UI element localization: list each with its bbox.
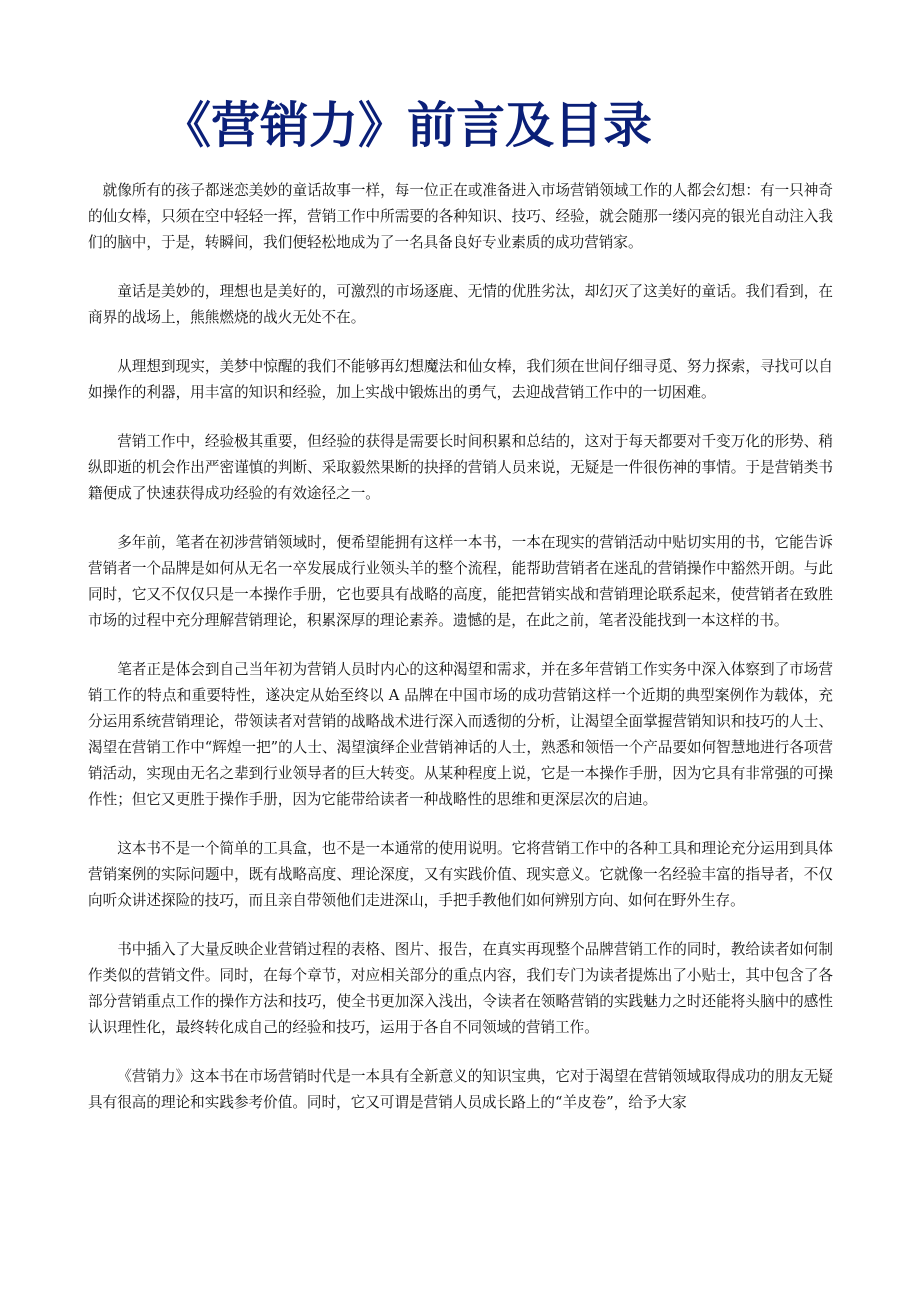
paragraph-6: 笔者正是体会到自己当年初为营销人员时内心的这种渴望和需求，并在多年营销工作实务中深入体察到了市场营销工作的特点和重要特性，遂决定从始至终以 A 品牌在中国市场的成功营销这样一个近期的典型案例作为载体，充分运用系统营销理论，带领读者对营销的战略战术进行深入而透彻的分析，让渴望全面掌握营销知识和技巧的人士、渴望在营销工作中“辉煌一把”的人士、渴望演绎企业营销神话的人士，熟悉和领悟一个产品要如何智慧地进行各项营销活动，实现由无名之辈到行业领导者的巨大转变。从某种程度上说，它是一本操作手册，因为它具有非常强的可操作性；但它又更胜于操作手册，因为它能带给读者一种战略性的思维和更深层次的启迪。: [88, 661, 833, 808]
paragraph-9: 《营销力》这本书在市场营销时代是一本具有全新意义的知识宝典，它对于渴望在营销领域取得成功的朋友无疑具有很高的理论和实践参考价值。同时，它又可谓是营销人员成长路上的“羊皮卷”，给予大家: [88, 1068, 833, 1111]
paragraph-3: 从理想到现实，美梦中惊醒的我们不能够再幻想魔法和仙女棒，我们须在世间仔细寻觅、努力探索，寻找可以自如操作的利器，用丰富的知识和经验，加上实战中锻炼出的勇气，去迎战营销工作中的一切困难。: [88, 358, 833, 401]
paragraph-2: 童话是美妙的，理想也是美好的，可激烈的市场逐鹿、无情的优胜劣汰，却幻灭了这美好的童话。我们看到，在商界的战场上，熊熊燃烧的战火无处不在。: [88, 283, 833, 326]
document-title: 《营销力》前言及目录: [162, 97, 653, 154]
paragraph-4: 营销工作中，经验极其重要，但经验的获得是需要长时间积累和总结的，这对于每天都要对千变万化的形势、稍纵即逝的机会作出严密谨慎的判断、采取毅然果断的抉择的营销人员来说，无疑是一件很伤神的事情。于是营销类书籍便成了快速获得成功经验的有效途径之一。: [88, 433, 833, 502]
paragraph-7: 这本书不是一个简单的工具盒，也不是一本通常的使用说明。它将营销工作中的各种工具和理论充分运用到具体营销案例的实际问题中，既有战略高度、理论深度，又有实践价值、现实意义。它就像一名经验丰富的指导者，不仅向听众讲述探险的技巧，而且亲自带领他们走进深山，手把手教他们如何辨别方向、如何在野外生存。: [88, 840, 833, 909]
document-body: [88, 178, 833, 1139]
paragraph-8: 书中插入了大量反映企业营销过程的表格、图片、报告，在真实再现整个品牌营销工作的同时，教给读者如何制作类似的营销文件。同时，在每个章节，对应相关部分的重点内容，我们专门为读者提炼出了小贴士，其中包含了各部分营销重点工作的操作方法和技巧，使全书更加深入浅出，令读者在领略营销的实践魅力之时还能将头脑中的感性认识理性化，最终转化成自己的经验和技巧，运用于各自不同领域的营销工作。: [88, 941, 833, 1036]
paragraph-1: 就像所有的孩子都迷恋美妙的童话故事一样，每一位正在或准备进入市场营销领域工作的人都会幻想：有一只神奇的仙女棒，只须在空中轻轻一挥，营销工作中所需要的各种知识、技巧、经验，就会随那一缕闪亮的银光自动注入我们的脑中，于是，转瞬间，我们便轻松地成为了一名具备良好专业素质的成功营销家。: [88, 182, 833, 251]
paragraph-5: 多年前，笔者在初涉营销领域时，便希望能拥有这样一本书，一本在现实的营销活动中贴切实用的书，它能告诉营销者一个品牌是如何从无名一卒发展成行业领头羊的整个流程，能帮助营销者在迷乱的营销操作中豁然开朗。与此同时，它又不仅仅只是一本操作手册，它也要具有战略的高度，能把营销实战和营销理论联系起来，使营销者在致胜市场的过程中充分理解营销理论，积累深厚的理论素养。遗憾的是，在此之前，笔者没能找到一本这样的书。: [88, 534, 833, 629]
